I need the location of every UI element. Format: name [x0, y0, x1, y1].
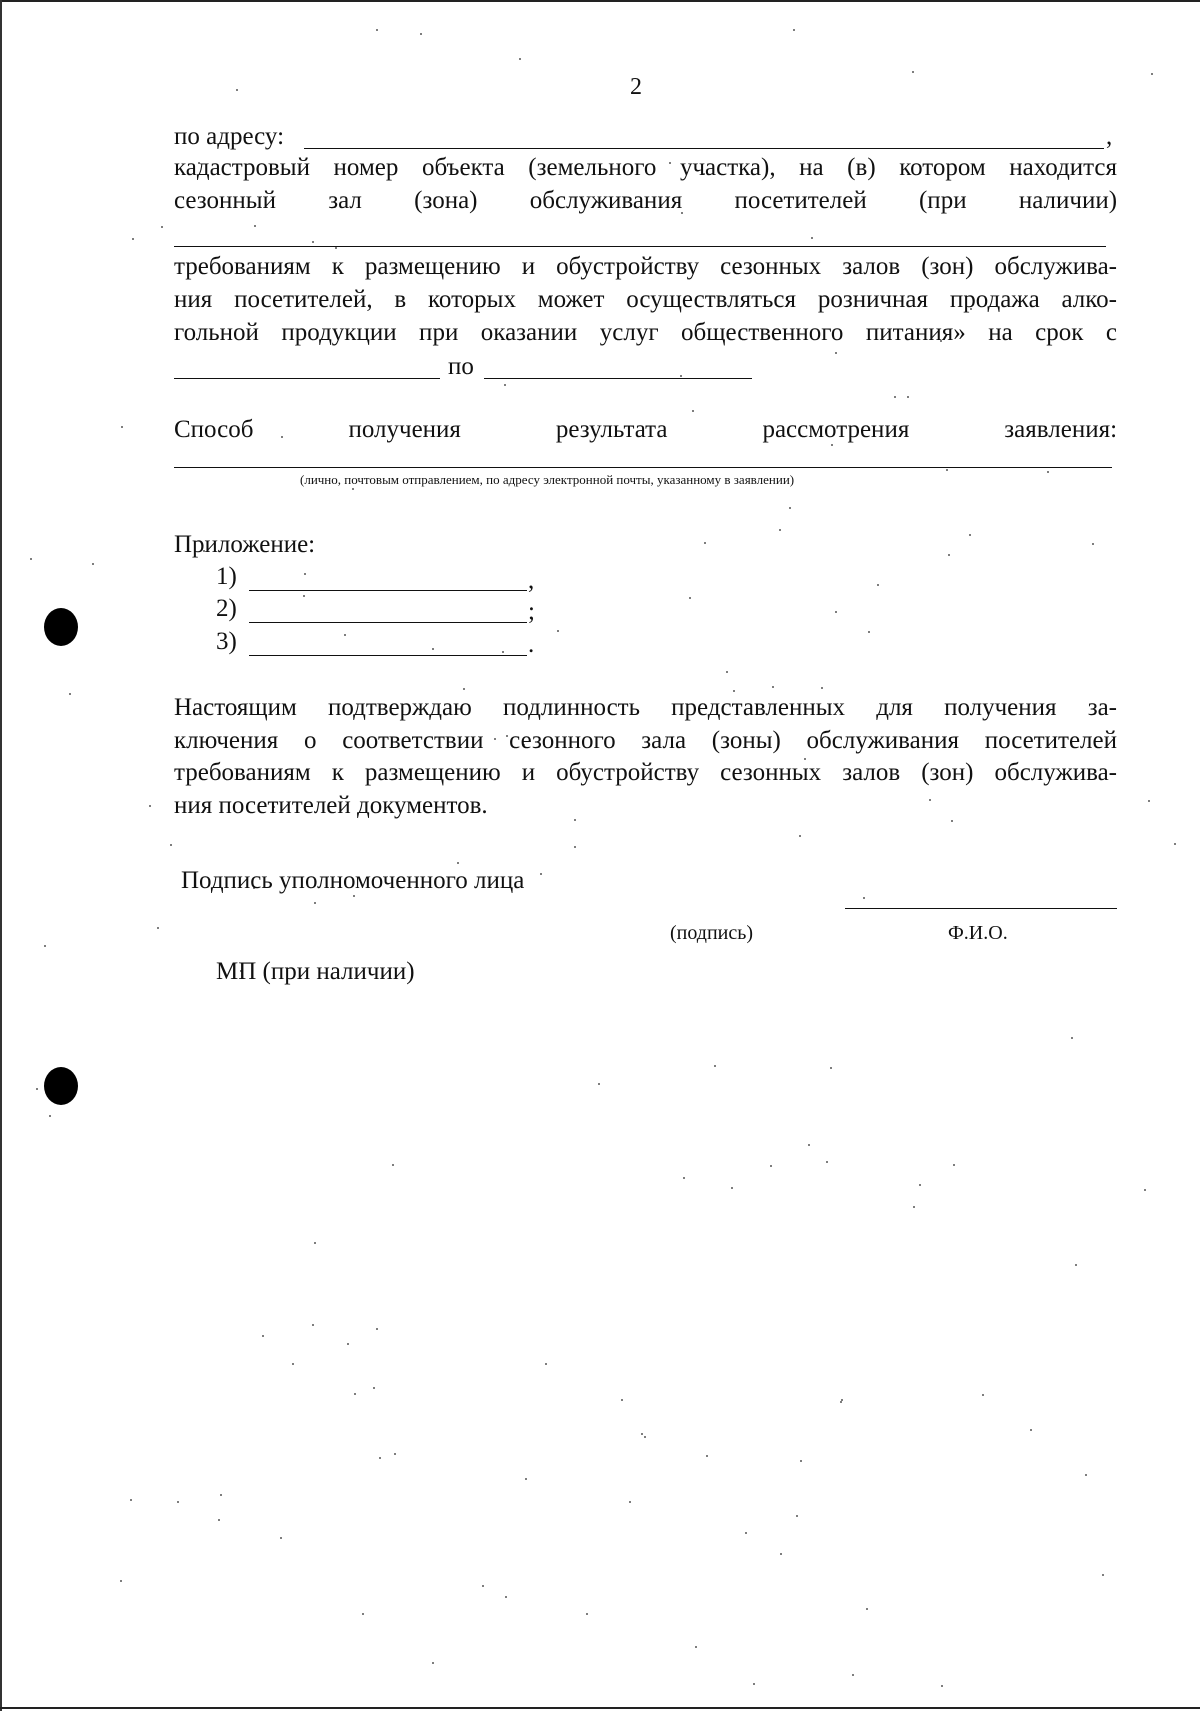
scan-speck — [953, 1164, 955, 1166]
scan-speck — [863, 897, 865, 899]
scan-speck — [811, 237, 813, 239]
scan-speck — [303, 595, 305, 597]
punch-hole-top — [44, 608, 78, 646]
word: наличии) — [1018, 187, 1118, 214]
word: (зона) — [414, 187, 478, 214]
scan-speck — [1151, 73, 1153, 75]
word: посетителей — [734, 187, 867, 214]
scan-speck — [941, 1685, 943, 1687]
scan-speck — [432, 648, 434, 650]
scan-speck — [362, 1613, 364, 1615]
scan-border-left — [0, 0, 2, 1711]
confirmation-line-4: ния посетителей документов. — [174, 792, 488, 819]
scan-speck — [695, 1646, 697, 1648]
confirmation-line-1: Настоящим подтверждаю подлинность представленных для получения за- — [174, 694, 1117, 721]
address-label: по адресу: — [174, 123, 285, 150]
scan-speck — [789, 507, 791, 509]
scan-speck — [314, 1242, 316, 1244]
scan-speck — [376, 1328, 378, 1330]
scan-speck — [689, 597, 691, 599]
scan-speck — [482, 1585, 484, 1587]
scan-speck — [644, 1436, 646, 1438]
scan-speck — [840, 1401, 842, 1403]
attachment-punct: , — [528, 567, 535, 594]
result-method-field[interactable] — [174, 467, 1112, 468]
scan-speck — [629, 1501, 631, 1503]
scan-speck — [680, 375, 682, 377]
scan-speck — [731, 1187, 733, 1189]
scan-speck — [519, 58, 521, 60]
scan-speck — [779, 529, 781, 531]
scan-speck — [692, 410, 694, 412]
address-field[interactable] — [304, 148, 1104, 149]
scan-speck — [177, 1501, 179, 1503]
scan-speck — [772, 686, 774, 688]
scan-speck — [170, 844, 172, 846]
scan-speck — [780, 1553, 782, 1555]
scan-speck — [69, 693, 71, 695]
scan-speck — [894, 396, 896, 398]
scan-speck — [726, 671, 728, 673]
word: получения — [348, 416, 461, 443]
scan-speck — [1148, 800, 1150, 802]
punch-hole-bottom — [44, 1067, 78, 1105]
scan-speck — [621, 1399, 623, 1401]
scan-speck — [314, 902, 316, 904]
scan-speck — [1030, 1429, 1032, 1431]
address-comma: , — [1106, 123, 1113, 150]
scan-speck — [394, 1453, 396, 1455]
scan-speck — [948, 554, 950, 556]
scan-speck — [574, 819, 576, 821]
scan-speck — [292, 1363, 294, 1365]
scan-speck — [835, 352, 837, 354]
word: заявления: — [1004, 416, 1118, 443]
word: (при — [918, 187, 967, 214]
page-number: 2 — [630, 74, 642, 100]
scan-speck — [92, 563, 94, 565]
cadastral-line-2 — [174, 186, 1117, 216]
scan-speck — [733, 690, 735, 692]
word: сезонный — [174, 187, 276, 214]
scan-speck — [463, 688, 465, 690]
scan-speck — [218, 1519, 220, 1521]
scan-speck — [504, 384, 506, 386]
attachment-number: 2) — [216, 595, 237, 622]
attachment-number: 3) — [216, 628, 237, 655]
scan-speck — [157, 927, 159, 929]
word: зал — [328, 187, 362, 214]
scan-speck — [793, 29, 795, 31]
attachment-number: 1) — [216, 563, 237, 590]
scan-speck — [907, 396, 909, 398]
scan-speck — [982, 1394, 984, 1396]
scan-speck — [432, 1662, 434, 1664]
result-method-note: (лично, почтовым отправлением, по адресу электронной почты, указанному в заявлении) — [300, 472, 795, 487]
scan-speck — [30, 558, 32, 560]
scan-speck — [545, 1363, 547, 1365]
word: обслуживания — [529, 187, 683, 214]
attachments-title: Приложение: — [174, 531, 316, 558]
requirements-line-1: требованиям к размещению и обустройству сезонных залов (зон) обслужива- — [174, 253, 1117, 280]
term-start-field[interactable] — [174, 378, 440, 379]
scan-speck — [799, 835, 801, 837]
scan-speck — [808, 1144, 810, 1146]
scan-speck — [540, 873, 542, 875]
scan-speck — [457, 862, 459, 864]
scan-speck — [120, 1580, 122, 1582]
scan-speck — [969, 534, 971, 536]
attachment-punct: . — [528, 631, 535, 658]
scan-speck — [1144, 1189, 1146, 1191]
scan-speck — [830, 1067, 832, 1069]
scan-speck — [929, 799, 931, 801]
scan-speck — [586, 1613, 588, 1615]
scan-speck — [49, 1115, 51, 1117]
term-to-word: по — [448, 353, 474, 380]
scan-border-top — [0, 0, 1200, 2]
scan-speck — [1102, 1574, 1104, 1576]
scan-speck — [354, 1393, 356, 1395]
scan-speck — [44, 945, 46, 947]
signature-caption: (подпись) — [670, 922, 754, 944]
requirements-line-3: гольной продукции при оказании услуг общественного питания» на срок с — [174, 319, 1117, 346]
scan-speck — [866, 1608, 868, 1610]
scan-speck — [1085, 1474, 1087, 1476]
scan-speck — [841, 1399, 843, 1401]
scan-speck — [220, 1494, 222, 1496]
scan-speck — [262, 1335, 264, 1337]
scan-speck — [852, 1674, 854, 1676]
scan-speck — [714, 1065, 716, 1067]
attachment-field-3[interactable] — [249, 655, 527, 656]
word: Способ — [174, 416, 254, 443]
scan-speck — [502, 651, 504, 653]
scan-speck — [420, 33, 422, 35]
attachment-field-1[interactable] — [249, 590, 527, 591]
scan-speck — [951, 820, 953, 822]
scan-speck — [161, 226, 163, 228]
scan-speck — [683, 1177, 685, 1179]
scan-speck — [130, 1499, 132, 1501]
requirements-line-2: ния посетителей, в которых может осуществляться розничная продажа алко- — [174, 286, 1117, 313]
scan-speck — [376, 29, 378, 31]
word: рассмотрения — [762, 416, 910, 443]
scan-speck — [704, 542, 706, 544]
scan-speck — [706, 1455, 708, 1457]
scan-border-bottom — [0, 1707, 1200, 1709]
scan-speck — [1075, 1264, 1077, 1266]
scan-speck — [149, 805, 151, 807]
result-method-line — [174, 415, 1117, 445]
scan-speck — [598, 1083, 600, 1085]
confirmation-line-2: ключения о соответствии сезонного зала (зоны) обслуживания посетителей — [174, 727, 1117, 754]
cadastral-line-1: кадастровый номер объекта (земельного участка), на (в) котором находится — [174, 154, 1117, 181]
signature-label: Подпись уполномоченного лица — [181, 867, 525, 894]
name-caption: Ф.И.О. — [948, 922, 1008, 944]
scan-speck — [912, 71, 914, 73]
scan-speck — [1174, 843, 1176, 845]
scan-speck — [312, 241, 314, 243]
stamp-label: МП (при наличии) — [216, 958, 415, 985]
scan-speck — [352, 488, 354, 490]
scan-speck — [121, 426, 123, 428]
scan-speck — [280, 1537, 282, 1539]
scan-speck — [557, 630, 559, 632]
scan-speck — [946, 469, 948, 471]
scan-speck — [1092, 543, 1094, 545]
scan-speck — [919, 1184, 921, 1186]
scan-speck — [574, 846, 576, 848]
term-end-field[interactable] — [484, 378, 752, 379]
scan-speck — [770, 1165, 772, 1167]
scan-speck — [745, 1532, 747, 1534]
scan-speck — [835, 611, 837, 613]
scan-speck — [335, 247, 337, 249]
confirmation-line-3: требованиям к размещению и обустройству сезонных залов (зон) обслужива- — [174, 759, 1117, 786]
scan-speck — [796, 1515, 798, 1517]
scan-speck — [1071, 1037, 1073, 1039]
cadastral-field[interactable] — [174, 246, 1106, 247]
scan-speck — [868, 631, 870, 633]
scan-speck — [1047, 471, 1049, 473]
scan-speck — [800, 1460, 802, 1462]
scan-speck — [525, 1478, 527, 1480]
scan-speck — [379, 1457, 381, 1459]
word: результата — [555, 416, 668, 443]
scan-speck — [236, 89, 238, 91]
scan-speck — [392, 1164, 394, 1166]
attachment-punct: ; — [528, 598, 535, 625]
scan-speck — [344, 634, 346, 636]
scan-speck — [753, 1683, 755, 1685]
scan-speck — [312, 1324, 314, 1326]
scan-speck — [254, 225, 256, 227]
scan-speck — [304, 573, 306, 575]
attachment-field-2[interactable] — [249, 622, 527, 623]
scan-speck — [347, 1343, 349, 1345]
scan-speck — [373, 1387, 375, 1389]
scan-speck — [877, 584, 879, 586]
scan-speck — [505, 1596, 507, 1598]
scan-speck — [821, 687, 823, 689]
scan-speck — [826, 1161, 828, 1163]
scan-speck — [913, 1206, 915, 1208]
scan-speck — [641, 1433, 643, 1435]
name-field[interactable] — [845, 908, 1117, 909]
scan-speck — [132, 238, 134, 240]
scan-speck — [36, 1088, 38, 1090]
